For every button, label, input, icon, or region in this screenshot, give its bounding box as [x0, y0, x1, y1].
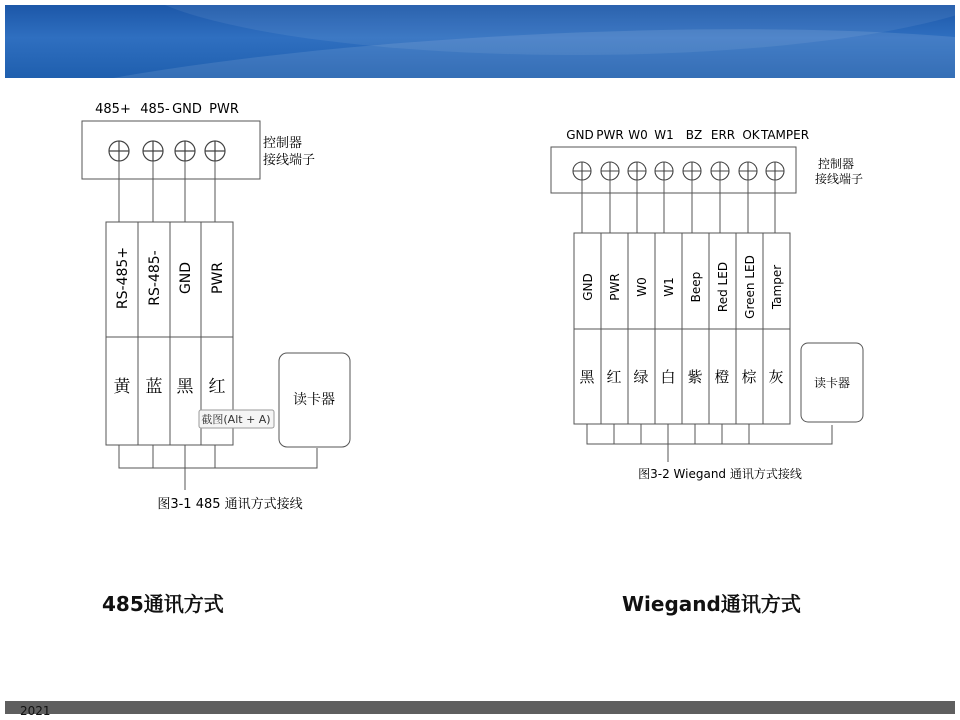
wire-color-label: 白 — [660, 368, 676, 386]
wire-label: GND — [178, 261, 194, 295]
wire-color-label: 灰 — [768, 368, 784, 386]
figure-caption: 图3-2 Wiegand 通讯方式接线 — [638, 467, 802, 481]
wire-color-label: 橙 — [714, 368, 730, 386]
wire-color-label: 紫 — [687, 368, 703, 386]
wire-label: Green LED — [743, 255, 757, 319]
terminal-label: PWR — [209, 102, 239, 117]
terminal-label: PWR — [596, 128, 624, 142]
wire-color-label: 红 — [208, 377, 226, 397]
caption-wiegand: Wiegand通讯方式 — [622, 592, 801, 616]
bottom-wires — [587, 424, 832, 462]
wire-label: W1 — [662, 277, 676, 297]
wire-color-label: 黄 — [113, 377, 131, 397]
wire-label: RS-485+ — [115, 246, 131, 310]
terminal-label: 485- — [140, 102, 170, 117]
wire-color-label: 棕 — [741, 368, 757, 386]
terminal-label: W0 — [628, 128, 648, 142]
wire-label: PWR — [608, 273, 622, 301]
wire-label: PWR — [210, 261, 226, 295]
footer-year: 2021 — [20, 704, 51, 718]
diagram-wiegand — [551, 128, 863, 481]
terminal-label: GND — [172, 102, 202, 117]
wire-label: W0 — [635, 277, 649, 297]
terminal-label: ERR — [710, 128, 736, 142]
terminal-label: OK — [742, 128, 760, 142]
terminal-label: 485+ — [95, 102, 131, 117]
wire-label: RS-485- — [147, 250, 163, 306]
controller-label: 接线端子 — [263, 153, 316, 168]
controller-label: 控制器 — [263, 136, 303, 151]
controller-label: 接线端子 — [815, 172, 864, 186]
terminal-label: GND — [566, 128, 594, 142]
caption-485: 485通讯方式 — [102, 592, 224, 616]
footer-bar — [5, 701, 955, 714]
wire-color-label: 绿 — [633, 368, 649, 386]
wire-label: GND — [581, 273, 595, 301]
wire-label: Beep — [689, 271, 703, 303]
terminal-label: TAMPER — [760, 128, 810, 142]
wire-label: Red LED — [716, 261, 730, 313]
terminal-label: BZ — [685, 128, 703, 142]
controller-label: 控制器 — [818, 157, 855, 171]
card-reader-label: 读卡器 — [813, 376, 851, 390]
terminal-label: W1 — [654, 128, 674, 142]
tooltip-text: 截图(Alt + A) — [201, 413, 271, 426]
wire-strip — [574, 233, 790, 424]
wire-label: Tamper — [770, 264, 784, 310]
card-reader-label: 读卡器 — [293, 392, 335, 408]
bottom-wires — [119, 445, 317, 490]
figure-caption: 图3-1 485 通讯方式接线 — [157, 497, 303, 512]
wire-color-label: 红 — [606, 368, 622, 386]
wire-color-label: 黑 — [579, 368, 595, 386]
wire-color-label: 蓝 — [145, 377, 163, 397]
wire-color-label: 黑 — [176, 377, 194, 397]
diagram-485 — [82, 102, 350, 512]
